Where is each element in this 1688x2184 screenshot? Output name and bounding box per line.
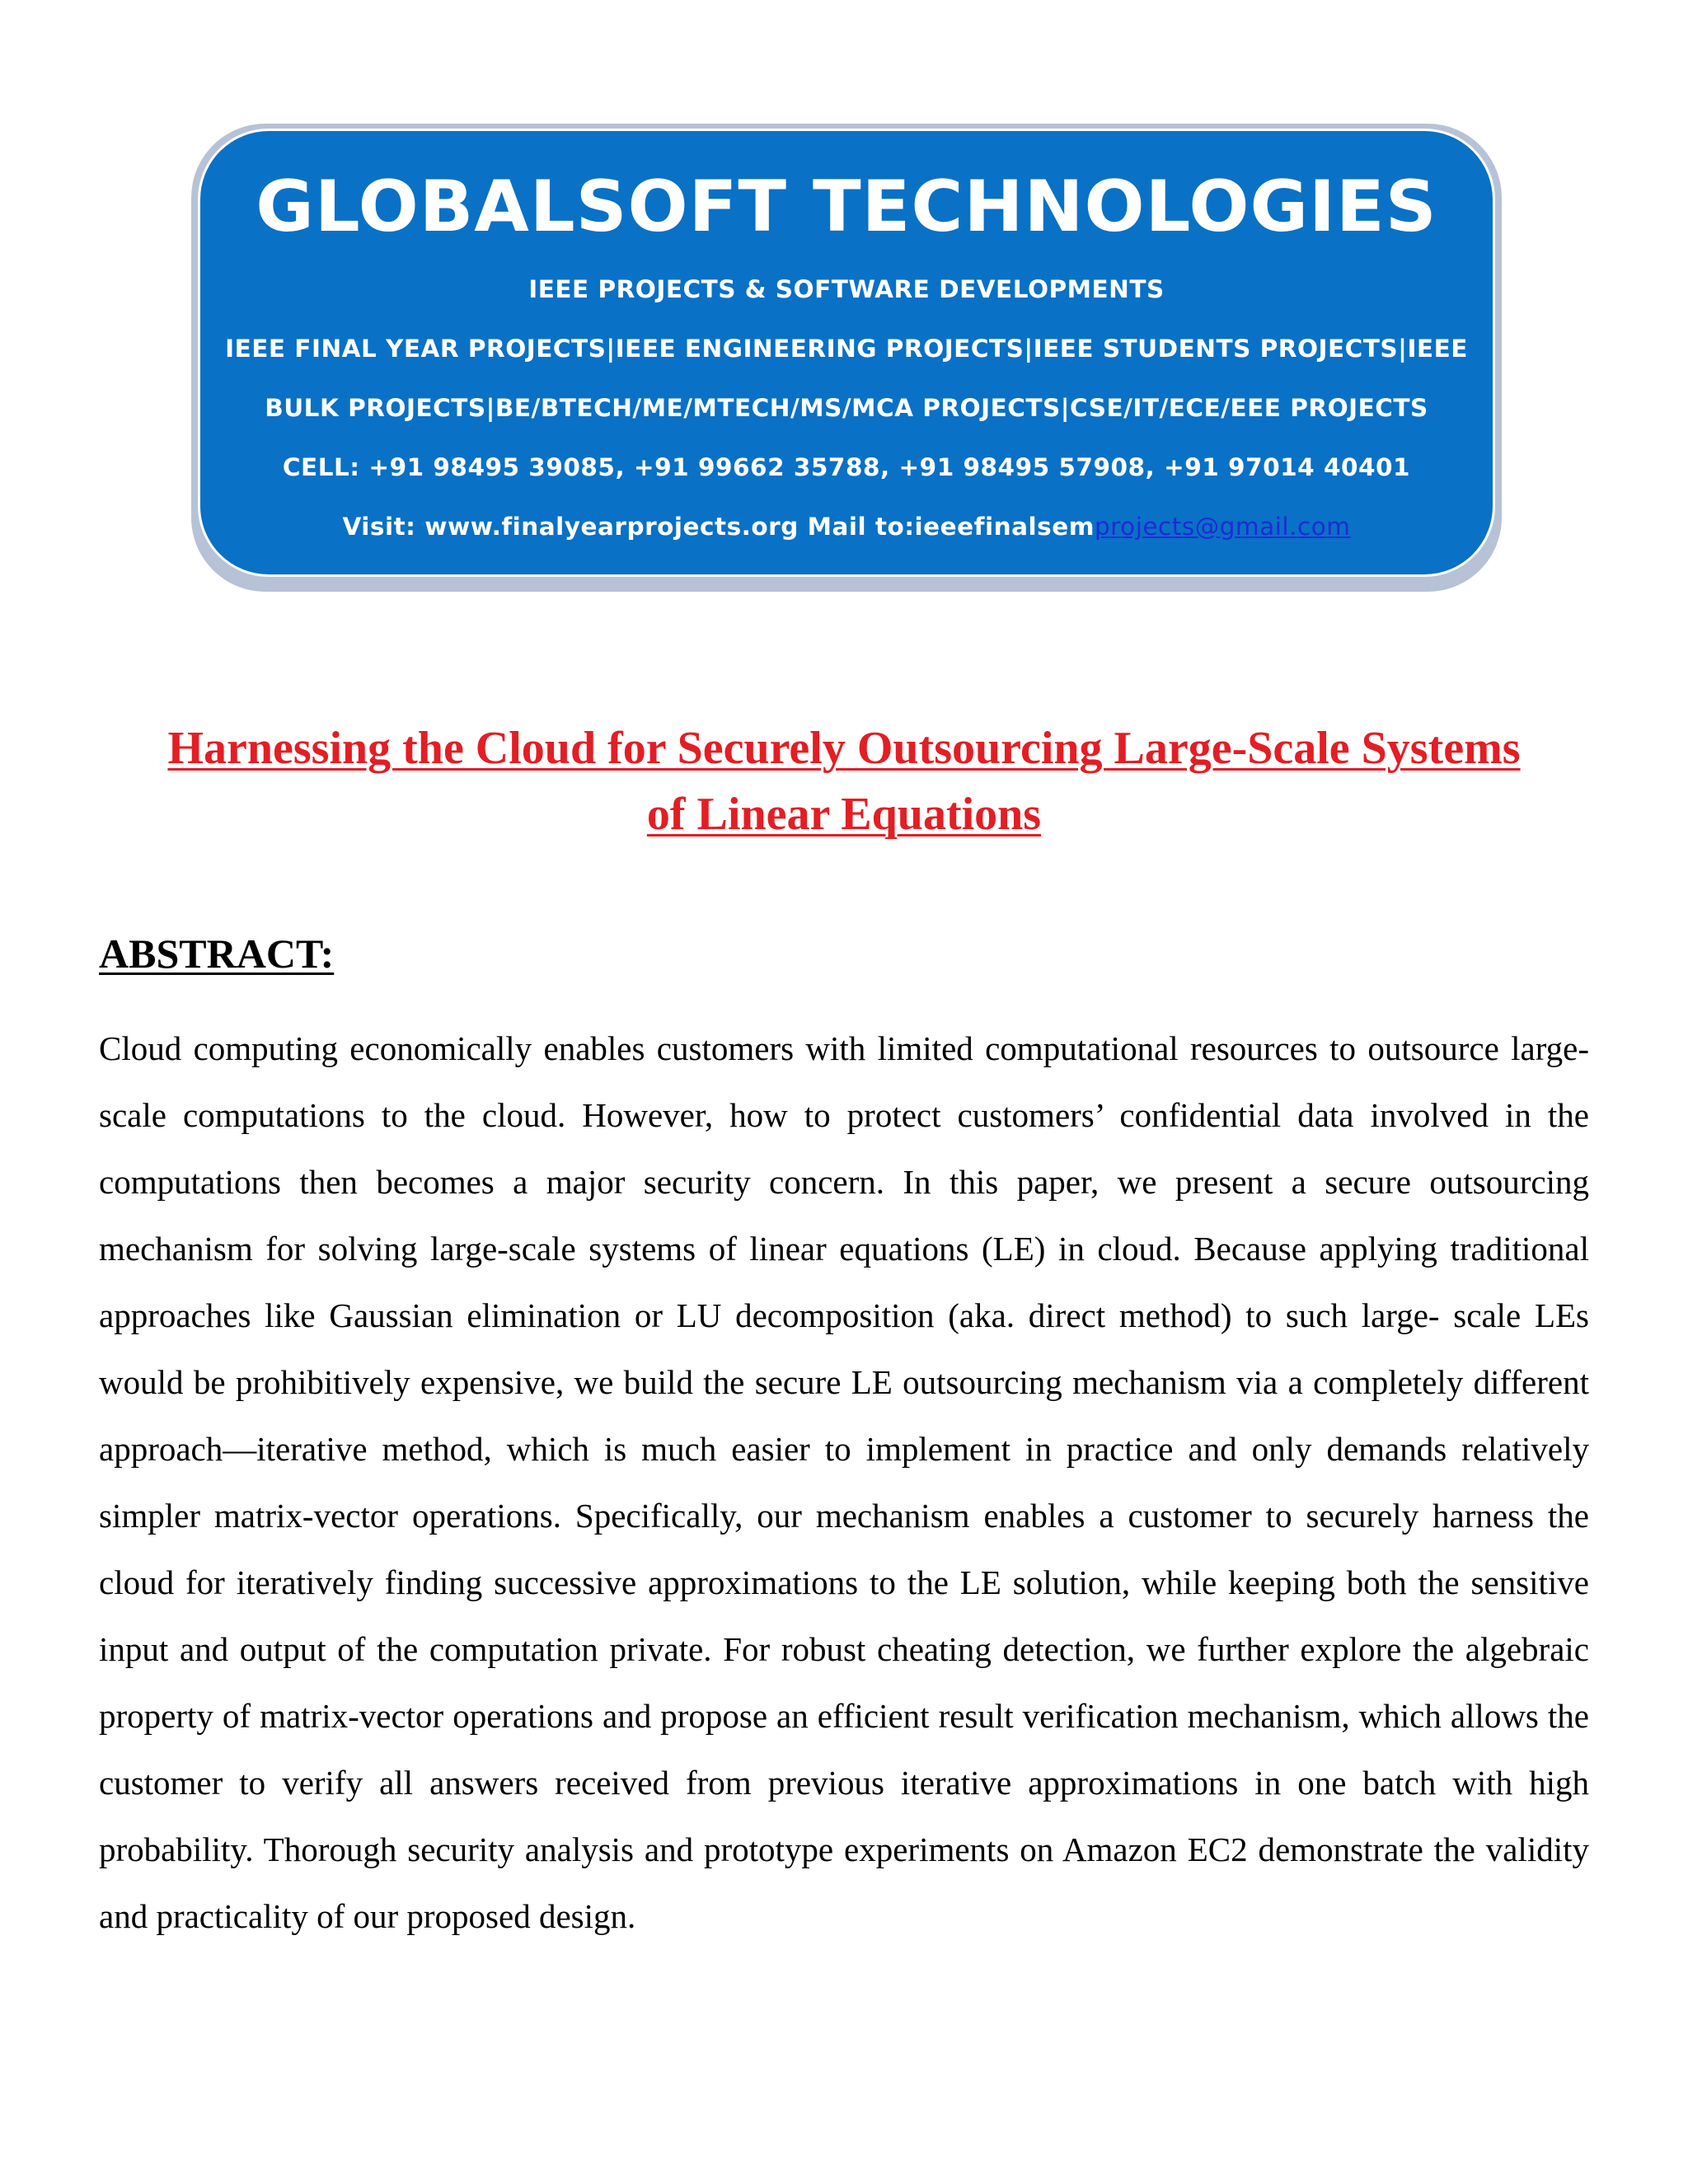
company-name: GLOBALSOFT TECHNOLOGIES [256, 166, 1437, 248]
banner-phone-numbers: CELL: +91 98495 39085, +91 99662 35788, +91 98495 57908, +91 97014 40401 [282, 453, 1411, 481]
visit-website-text: Visit: www.finalyearprojects.org [342, 513, 799, 541]
paper-title-line-2: of Linear Equations [646, 789, 1042, 840]
banner-tagline: IEEE PROJECTS & SOFTWARE DEVELOPMENTS [528, 275, 1165, 303]
paper-title-line-1: Harnessing the Cloud for Securely Outsourcing Large-Scale Systems [167, 723, 1521, 774]
banner-contact-line [200, 512, 1493, 541]
company-banner [198, 129, 1495, 577]
abstract-heading: ABSTRACT: [99, 930, 335, 977]
email-link[interactable]: projects@gmail.com [1094, 513, 1351, 541]
banner-projects-line-1: IEEE FINAL YEAR PROJECTS|IEEE ENGINEERING PROJECTS|IEEE STUDENTS PROJECTS|IEEE [225, 335, 1468, 363]
banner-projects-line-2: BULK PROJECTS|BE/BTECH/ME/MTECH/MS/MCA PROJECTS|CSE/IT/ECE/EEE PROJECTS [265, 394, 1428, 422]
paper-title [82, 715, 1606, 847]
abstract-body: Cloud computing economically enables customers with limited computational resources to outsource large-scale computations to the cloud. However, how to protect customers’ confidential data involved in the computations then becomes a major security concern. In this paper, we present a secure outsourcing mechanism for solving large-scale systems of linear equations (LE) in cloud. Because applying traditional approaches like Gaussian elimination or LU decomposition (aka. direct method) to such large- scale LEs would be prohibitively expensive, we build the secure LE outsourcing mechanism via a completely different approach—iterative method, which is much easier to implement in practice and only demands relatively simpler matrix-vector operations. Specifically, our mechanism enables a customer to securely harness the cloud for iteratively finding successive approximations to the LE solution, while keeping both the sensitive input and output of the computation private. For robust cheating detection, we further explore the algebraic property of matrix-vector operations and propose an efficient result verification mechanism, which allows the customer to verify all answers received from previous iterative approximations in one batch with high probability. Thorough security analysis and prototype experiments on Amazon EC2 demonstrate the validity and practicality of our proposed design. [99, 1029, 1589, 1935]
mail-prefix-text: Mail to:ieeefinalsem [807, 513, 1095, 541]
